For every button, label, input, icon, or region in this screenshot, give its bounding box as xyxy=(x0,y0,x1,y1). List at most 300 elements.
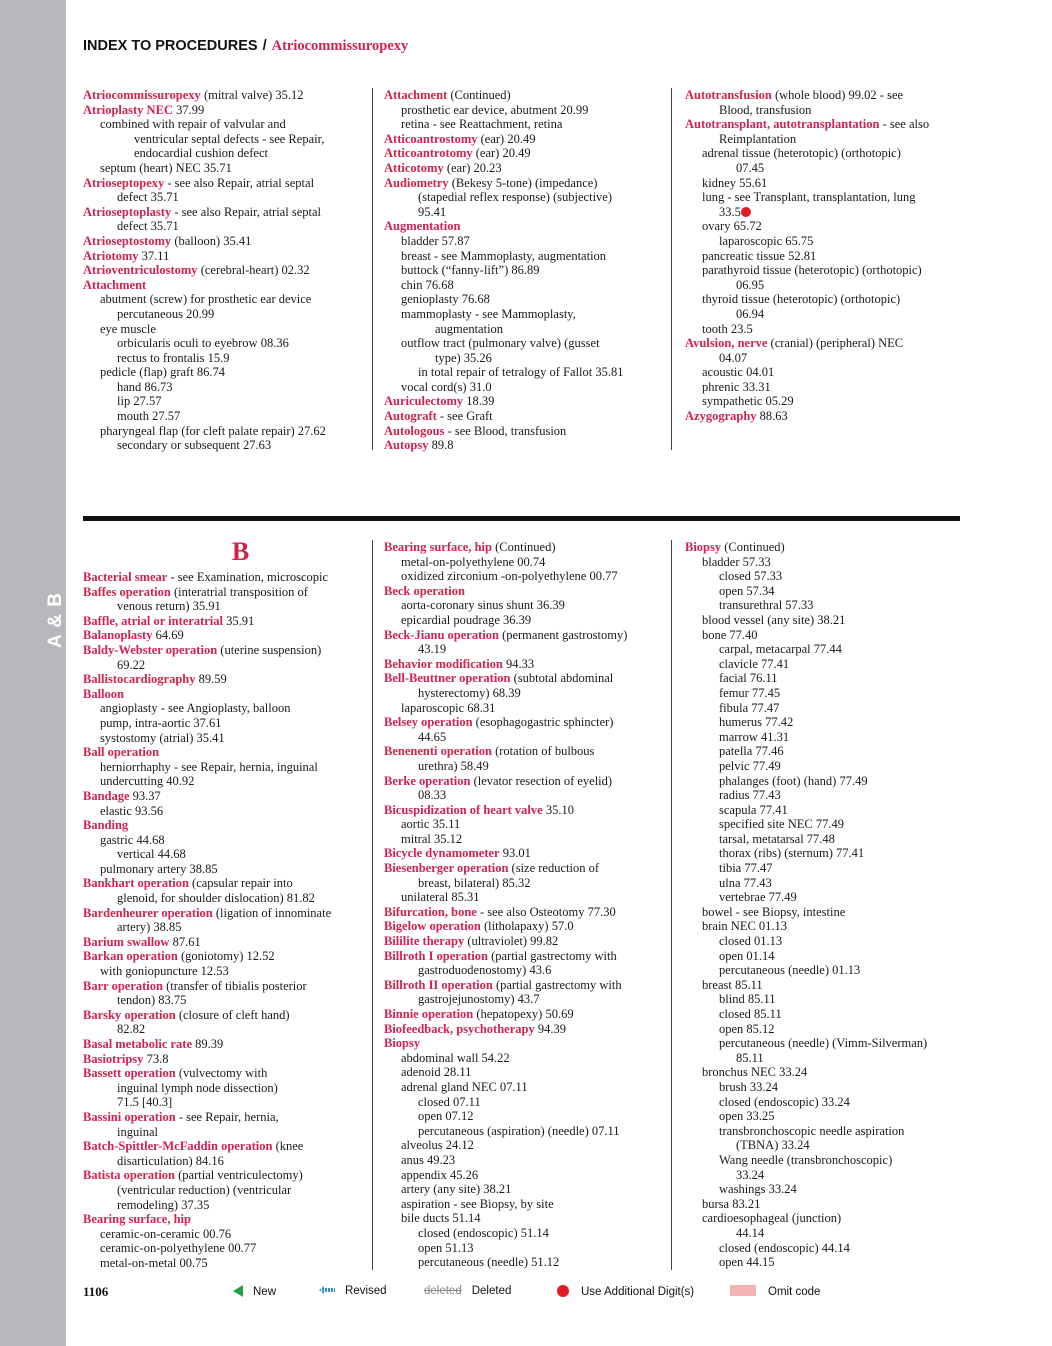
index-term: Barkan operation xyxy=(83,949,178,964)
index-detail: ceramic-on-ceramic 00.76 xyxy=(100,1226,232,1241)
index-entry xyxy=(384,1109,669,1124)
index-detail: defect 35.71 xyxy=(117,190,179,205)
index-detail: (mitral valve) 35.12 xyxy=(200,88,304,102)
index-entry xyxy=(83,380,373,395)
index-entry xyxy=(685,569,975,584)
index-entry xyxy=(685,817,975,832)
index-entry xyxy=(685,1182,975,1197)
index-detail: phrenic 33.31 xyxy=(702,379,771,394)
index-entry xyxy=(685,671,975,686)
index-entry xyxy=(384,555,669,570)
index-detail: tarsal, metatarsal 77.48 xyxy=(719,831,835,846)
index-term: Audiometry xyxy=(384,175,449,190)
omit-swatch-icon xyxy=(730,1285,756,1296)
index-entry xyxy=(83,190,373,205)
index-detail: open 07.12 xyxy=(418,1109,474,1124)
index-detail: 37.99 xyxy=(172,102,205,117)
index-entry xyxy=(685,1051,975,1066)
index-entry xyxy=(685,132,975,147)
index-entry xyxy=(685,715,975,730)
index-detail: endocardial cushion defect xyxy=(134,146,268,161)
index-entry xyxy=(83,117,373,132)
index-detail: pedicle (flap) graft 86.74 xyxy=(100,365,225,380)
index-detail: 04.07 xyxy=(719,350,748,365)
column-divider xyxy=(671,540,672,1270)
index-detail: (litholapaxy) 57.0 xyxy=(480,919,574,934)
index-term: Atrioplasty NEC xyxy=(83,102,173,117)
index-detail: vocal cord(s) 31.0 xyxy=(401,379,492,394)
index-term: Barsky operation xyxy=(83,1007,176,1022)
index-term: Barr operation xyxy=(83,978,163,993)
index-detail: in total repair of tetralogy of Fallot 35.81 xyxy=(418,365,624,380)
index-detail: 33.24 xyxy=(736,1167,765,1182)
index-entry xyxy=(685,249,975,264)
index-term: Billroth I operation xyxy=(384,948,488,963)
index-detail: 89.59 xyxy=(195,672,227,687)
index-detail: (Bekesy 5-tone) (impedance) xyxy=(448,175,598,190)
index-term: Bicycle dynamometer xyxy=(384,846,500,861)
index-entry xyxy=(384,671,669,686)
index-detail: pancreatic tissue 52.81 xyxy=(702,248,817,263)
index-detail: (vulvectomy with xyxy=(175,1066,268,1081)
index-detail: 33.5 xyxy=(719,204,741,219)
index-entry xyxy=(83,833,373,848)
index-term: Bililite therapy xyxy=(384,934,465,949)
index-entry xyxy=(83,1212,373,1227)
index-detail: (permanent gastrostomy) xyxy=(498,627,628,642)
index-detail: (partial ventriculectomy) xyxy=(175,1168,303,1183)
index-entry xyxy=(384,146,669,161)
index-entry xyxy=(384,978,669,993)
index-term: Auriculectomy xyxy=(384,394,464,409)
index-entry xyxy=(83,278,373,293)
legend-omit-label: Omit code xyxy=(768,1286,821,1298)
index-term: Beck operation xyxy=(384,583,465,598)
index-detail: orbicularis oculi to eyebrow 08.36 xyxy=(117,336,289,351)
index-detail: parathyroid tissue (heterotopic) (orthotopic) xyxy=(702,263,922,278)
index-detail: (goniotomy) 12.52 xyxy=(177,949,275,964)
index-detail: (ear) 20.49 xyxy=(472,146,531,161)
index-term: Bandage xyxy=(83,788,130,803)
index-entry xyxy=(83,1066,373,1081)
index-detail: open 57.34 xyxy=(719,583,775,598)
index-entry xyxy=(384,161,669,176)
index-entry xyxy=(685,803,975,818)
index-detail: bowel - see Biopsy, intestine xyxy=(702,904,846,919)
index-detail: abutment (screw) for prosthetic ear device xyxy=(100,292,312,307)
index-detail: adrenal gland NEC 07.11 xyxy=(401,1079,528,1094)
index-detail: thorax (ribs) (sternum) 77.41 xyxy=(719,846,865,861)
index-detail: (ear) 20.23 xyxy=(443,160,502,175)
index-entry xyxy=(685,774,975,789)
index-detail: ulna 77.43 xyxy=(719,875,772,890)
index-term: Batista operation xyxy=(83,1168,176,1183)
index-term: Batch-Spittler-McFaddin operation xyxy=(83,1139,273,1154)
index-entry xyxy=(384,88,669,103)
index-entry xyxy=(83,906,373,921)
index-term: Bigelow operation xyxy=(384,919,481,934)
index-term: Bassett operation xyxy=(83,1066,176,1081)
index-entry xyxy=(83,1241,373,1256)
index-entry xyxy=(384,963,669,978)
index-term: Bicuspidization of heart valve xyxy=(384,802,543,817)
index-detail: 37.11 xyxy=(138,248,170,263)
index-detail: appendix 45.26 xyxy=(401,1167,479,1182)
index-detail: (knee xyxy=(272,1139,304,1154)
index-detail: fibula 77.47 xyxy=(719,700,780,715)
header-separator: / xyxy=(262,38,267,54)
index-detail: scapula 77.41 xyxy=(719,802,788,817)
index-detail: (ligation of innominate xyxy=(212,905,332,920)
index-entry xyxy=(384,861,669,876)
index-detail: 93.01 xyxy=(499,846,531,861)
index-entry xyxy=(384,1211,669,1226)
index-entry xyxy=(384,1226,669,1241)
index-entry xyxy=(83,161,373,176)
index-detail: (cerebral-heart) 02.32 xyxy=(197,263,310,278)
index-entry xyxy=(685,905,975,920)
index-detail: humerus 77.42 xyxy=(719,715,794,730)
index-term: Basal metabolic rate xyxy=(83,1037,193,1051)
legend-additional-digit-label: Use Additional Digit(s) xyxy=(581,1286,695,1298)
index-column-a3 xyxy=(685,88,975,424)
index-detail: bone 77.40 xyxy=(702,627,758,642)
index-term: Atticoantrostomy xyxy=(384,131,478,146)
index-entry xyxy=(83,687,373,702)
index-detail: aspiration - see Biopsy, by site xyxy=(401,1196,554,1211)
index-entry xyxy=(685,832,975,847)
index-detail: 89.8 xyxy=(428,438,454,453)
index-detail: (capsular repair into xyxy=(188,876,293,891)
index-entry xyxy=(83,1256,373,1271)
index-entry xyxy=(685,642,975,657)
index-term: Baffes operation xyxy=(83,584,171,599)
index-entry xyxy=(685,759,975,774)
index-detail: genioplasty 76.68 xyxy=(401,292,490,307)
index-detail: pelvic 77.49 xyxy=(719,758,781,773)
legend-revised-label: Revised xyxy=(345,1285,387,1297)
index-detail: ceramic-on-polyethylene 00.77 xyxy=(100,1241,257,1256)
index-entry xyxy=(384,234,669,249)
index-term: Bell-Beuttner operation xyxy=(384,671,511,686)
index-detail: adenoid 28.11 xyxy=(401,1065,472,1080)
index-detail: percutaneous (aspiration) (needle) 07.11 xyxy=(418,1123,620,1138)
index-entry xyxy=(384,1080,669,1095)
index-detail: aortic 35.11 xyxy=(401,817,461,832)
index-entry xyxy=(83,1183,373,1198)
index-entry xyxy=(384,307,669,322)
index-entry xyxy=(384,351,669,366)
index-entry xyxy=(685,234,975,249)
index-entry xyxy=(384,628,669,643)
index-entry xyxy=(384,919,669,934)
index-detail: breast, bilateral) 85.32 xyxy=(418,875,531,890)
index-term: Bearing surface, hip xyxy=(83,1212,191,1227)
index-entry xyxy=(685,1036,975,1051)
index-entry xyxy=(685,1226,975,1241)
index-detail: (esophagogastric sphincter) xyxy=(472,715,614,730)
index-detail: specified site NEC 77.49 xyxy=(719,817,844,832)
index-entry xyxy=(83,234,373,249)
index-detail: closed 57.33 xyxy=(719,569,783,584)
index-entry xyxy=(685,657,975,672)
index-entry xyxy=(384,584,669,599)
index-entry xyxy=(685,628,975,643)
index-detail: bladder 57.33 xyxy=(702,554,771,569)
index-entry xyxy=(384,117,669,132)
index-entry xyxy=(83,731,373,746)
index-term: Autologous xyxy=(384,423,445,438)
index-entry xyxy=(83,336,373,351)
index-entry xyxy=(384,176,669,191)
index-entry xyxy=(384,540,669,555)
index-entry xyxy=(685,322,975,337)
index-detail: bronchus NEC 33.24 xyxy=(702,1065,808,1080)
index-detail: metal-on-metal 00.75 xyxy=(100,1255,208,1270)
index-detail: 44.14 xyxy=(736,1225,765,1240)
index-detail: 94.39 xyxy=(534,1021,566,1036)
additional-digit-dot-icon xyxy=(741,207,751,217)
index-entry xyxy=(83,307,373,322)
index-detail: (uterine suspension) xyxy=(217,642,322,657)
index-term: Basiotripsy xyxy=(83,1051,144,1066)
index-entry xyxy=(685,88,975,103)
index-detail: pharyngeal flap (for cleft palate repair) 27.62 xyxy=(100,423,326,438)
index-entry xyxy=(83,716,373,731)
index-entry xyxy=(83,292,373,307)
index-entry xyxy=(685,613,975,628)
section-rule xyxy=(83,516,960,521)
index-detail: 18.39 xyxy=(463,394,495,409)
index-entry xyxy=(384,1153,669,1168)
index-entry xyxy=(384,1255,669,1270)
index-term: Attachment xyxy=(384,88,448,102)
index-detail: blind 85.11 xyxy=(719,992,776,1007)
index-detail: sympathetic 05.29 xyxy=(702,394,794,409)
index-detail: herniorrhaphy - see Repair, hernia, inguinal xyxy=(100,759,318,774)
index-detail: 95.41 xyxy=(418,204,447,219)
index-term: Azygography xyxy=(685,409,757,424)
index-entry xyxy=(83,935,373,950)
index-detail: 89.39 xyxy=(192,1037,224,1051)
index-entry xyxy=(685,394,975,409)
index-term: Biopsy xyxy=(685,540,722,554)
index-entry xyxy=(685,336,975,351)
index-entry xyxy=(83,1139,373,1154)
index-detail: mouth 27.57 xyxy=(117,409,181,424)
index-detail: (levator resection of eyelid) xyxy=(470,773,613,788)
index-detail: gastrojejunostomy) 43.7 xyxy=(418,992,540,1007)
index-detail: 71.5 [40.3] xyxy=(117,1095,173,1110)
index-entry xyxy=(685,365,975,380)
index-entry xyxy=(83,760,373,775)
index-entry xyxy=(83,88,373,103)
index-detail: 08.33 xyxy=(418,788,447,803)
index-entry xyxy=(384,613,669,628)
index-column-a2 xyxy=(384,88,669,453)
index-entry xyxy=(384,292,669,307)
index-term: Ball operation xyxy=(83,745,160,760)
index-entry xyxy=(83,920,373,935)
index-entry xyxy=(384,832,669,847)
index-detail: - see Examination, microscopic xyxy=(167,570,329,584)
index-entry xyxy=(384,263,669,278)
index-detail: 06.94 xyxy=(736,306,765,321)
page-footer xyxy=(83,1284,983,1302)
index-term: Beck-Jianu operation xyxy=(384,627,499,642)
index-detail: 87.61 xyxy=(169,934,201,949)
index-detail: (Continued) xyxy=(721,540,785,554)
index-entry xyxy=(83,424,373,439)
index-entry xyxy=(83,1227,373,1242)
index-entry xyxy=(83,789,373,804)
index-detail: outflow tract (pulmonary valve) (gusset xyxy=(401,336,600,351)
index-term: Atrioseptopexy xyxy=(83,175,165,190)
index-entry xyxy=(685,1080,975,1095)
index-entry xyxy=(83,1022,373,1037)
index-entry xyxy=(384,774,669,789)
index-detail: mammoplasty - see Mammoplasty, xyxy=(401,306,576,321)
index-detail: tendon) 83.75 xyxy=(117,993,187,1008)
index-detail: open 01.14 xyxy=(719,948,775,963)
index-entry xyxy=(83,1168,373,1183)
index-term: Atrioventriculostomy xyxy=(83,263,198,278)
index-detail: ventricular septal defects - see Repair, xyxy=(134,131,325,146)
index-detail: clavicle 77.41 xyxy=(719,656,790,671)
index-entry xyxy=(83,949,373,964)
index-detail: epicardial poudrage 36.39 xyxy=(401,612,532,627)
index-detail: (ultraviolet) 99.82 xyxy=(464,934,559,949)
legend-deleted-label: Deleted xyxy=(471,1285,512,1297)
index-detail: artery) 38.85 xyxy=(117,920,182,935)
index-entry xyxy=(384,701,669,716)
revised-arrow-icon xyxy=(319,1286,335,1294)
index-entry xyxy=(384,1182,669,1197)
index-detail: inguinal lymph node dissection) xyxy=(117,1080,278,1095)
index-detail: with goniopuncture 12.53 xyxy=(100,964,229,979)
index-detail: tibia 77.47 xyxy=(719,861,773,876)
index-entry xyxy=(384,744,669,759)
index-detail: augmentation xyxy=(435,321,504,336)
index-entry xyxy=(384,759,669,774)
index-entry xyxy=(384,278,669,293)
legend-new xyxy=(233,1285,276,1298)
index-detail: venous return) 35.91 xyxy=(117,599,221,614)
index-detail: (stapedial reflex response) (subjective) xyxy=(418,190,613,205)
header-topic: Atriocommissuropexy xyxy=(271,38,409,54)
index-detail: type) 35.26 xyxy=(435,350,492,365)
index-entry xyxy=(83,219,373,234)
index-column-b1 xyxy=(83,538,373,1271)
index-detail: transurethral 57.33 xyxy=(719,598,814,613)
index-term: Binnie operation xyxy=(384,1007,474,1021)
index-detail: open 85.12 xyxy=(719,1021,775,1036)
index-entry xyxy=(685,730,975,745)
index-entry xyxy=(384,1036,669,1051)
index-term: Bacterial smear xyxy=(83,570,168,584)
index-entry xyxy=(384,817,669,832)
index-entry xyxy=(83,1095,373,1110)
index-detail: - see Graft xyxy=(436,409,493,424)
index-detail: 73.8 xyxy=(143,1051,169,1066)
index-entry xyxy=(685,584,975,599)
index-entry xyxy=(384,1051,669,1066)
index-detail: adrenal tissue (heterotopic) (orthotopic) xyxy=(702,146,901,161)
index-detail: (transfer of tibialis posterior xyxy=(162,978,307,993)
index-detail: cardioesophageal (junction) xyxy=(702,1211,842,1226)
index-entry xyxy=(83,1081,373,1096)
index-detail: femur 77.45 xyxy=(719,685,781,700)
index-entry xyxy=(384,424,669,439)
index-detail: open 33.25 xyxy=(719,1109,775,1124)
index-detail: (size reduction of xyxy=(508,861,599,876)
index-detail: 44.65 xyxy=(418,729,447,744)
index-detail: (hepatopexy) 50.69 xyxy=(473,1007,574,1021)
index-detail: artery (any site) 38.21 xyxy=(401,1182,512,1197)
index-term: Autotransplant, autotransplantation xyxy=(685,117,880,132)
index-entry xyxy=(83,394,373,409)
index-detail: 06.95 xyxy=(736,277,765,292)
index-entry xyxy=(83,628,373,643)
index-entry xyxy=(384,1138,669,1153)
index-term: Autopsy xyxy=(384,438,429,453)
index-term: Berke operation xyxy=(384,773,471,788)
index-detail: remodeling) 37.35 xyxy=(117,1197,210,1212)
index-entry xyxy=(384,103,669,118)
index-term: Atticotomy xyxy=(384,160,444,175)
index-entry xyxy=(384,876,669,891)
index-detail: (interatrial transposition of xyxy=(170,584,308,599)
index-entry xyxy=(83,409,373,424)
index-entry xyxy=(384,1095,669,1110)
index-entry xyxy=(83,365,373,380)
index-entry xyxy=(384,1168,669,1183)
index-entry xyxy=(83,438,373,453)
index-detail: undercutting 40.92 xyxy=(100,774,195,789)
index-entry xyxy=(83,322,373,337)
red-dot-icon xyxy=(557,1285,569,1297)
index-term: Banding xyxy=(83,818,129,833)
index-detail: defect 35.71 xyxy=(117,219,179,234)
index-entry xyxy=(685,949,975,964)
index-entry xyxy=(384,190,669,205)
index-entry xyxy=(384,409,669,424)
index-detail: breast 85.11 xyxy=(702,977,763,992)
index-detail: elastic 93.56 xyxy=(100,803,164,818)
index-detail: rectus to frontalis 15.9 xyxy=(117,350,230,365)
index-entry xyxy=(384,1197,669,1212)
index-detail: tooth 23.5 xyxy=(702,321,753,336)
index-detail: combined with repair of valvular and xyxy=(100,117,286,132)
index-detail: anus 49.23 xyxy=(401,1152,456,1167)
index-term: Atrioseptostomy xyxy=(83,233,172,248)
index-entry xyxy=(685,876,975,891)
index-entry xyxy=(685,176,975,191)
legend-additional-digit xyxy=(557,1285,694,1298)
index-entry xyxy=(83,993,373,1008)
index-detail: (rotation of bulbous xyxy=(491,744,595,759)
index-entry xyxy=(83,1154,373,1169)
index-entry xyxy=(83,1125,373,1140)
index-entry xyxy=(384,1065,669,1080)
index-detail: metal-on-polyethylene 00.74 xyxy=(401,554,546,569)
index-detail: kidney 55.61 xyxy=(702,175,768,190)
index-entry xyxy=(384,992,669,1007)
index-entry xyxy=(685,205,975,220)
index-entry xyxy=(685,292,975,307)
index-entry xyxy=(83,745,373,760)
index-entry xyxy=(83,599,373,614)
